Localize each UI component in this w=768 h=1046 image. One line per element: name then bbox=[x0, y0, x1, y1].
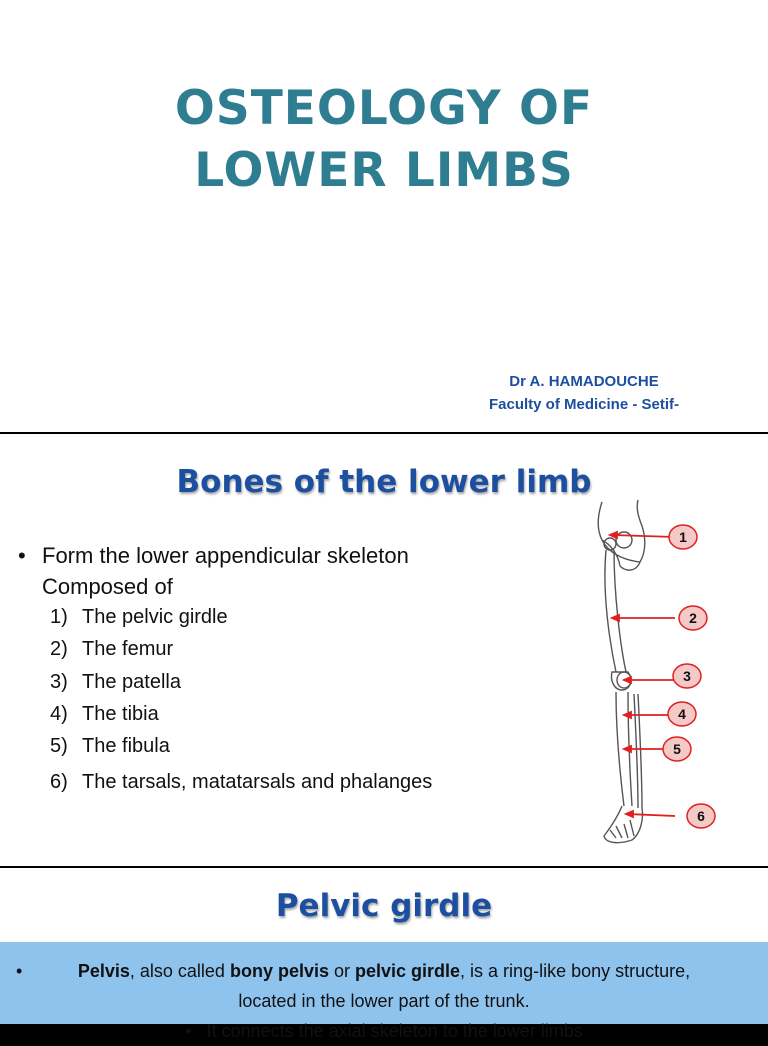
item-number: 6) bbox=[50, 771, 68, 793]
item-number: 1) bbox=[50, 606, 68, 628]
callout-2 bbox=[679, 606, 707, 630]
femoral-head bbox=[604, 538, 616, 550]
callout-6 bbox=[687, 804, 715, 828]
text-segment: , is a ring-like bony structure, bbox=[460, 961, 691, 981]
slide-title: Bones of the lower limb bbox=[176, 464, 592, 500]
fibula-bone bbox=[634, 694, 642, 808]
item-text: The tarsals, matatarsals and phalanges bbox=[82, 771, 433, 793]
callout-5 bbox=[663, 737, 691, 761]
item-text: The patella bbox=[82, 671, 181, 693]
connection-text: It connects the axial skeleton to the lower limbs bbox=[206, 1021, 583, 1041]
item-text: The pelvic girdle bbox=[82, 606, 228, 628]
bullet-dot: • bbox=[185, 1021, 192, 1041]
item-number: 4) bbox=[50, 703, 68, 725]
callout-labels bbox=[663, 525, 715, 828]
callout-label: 4 bbox=[678, 706, 686, 722]
list-item bbox=[50, 671, 181, 694]
intro-line-1: Form the lower appendicular skeleton bbox=[42, 543, 409, 568]
callout-label: 6 bbox=[697, 808, 705, 824]
callout-4 bbox=[668, 702, 696, 726]
list-item bbox=[50, 703, 159, 726]
pelvic-girdle-slide bbox=[0, 868, 768, 1041]
main-title bbox=[0, 78, 768, 202]
title-slide bbox=[0, 0, 768, 432]
author-affiliation: Faculty of Medicine - Setif- bbox=[488, 396, 680, 413]
list-item bbox=[50, 771, 432, 794]
bullet-dot: • bbox=[18, 543, 26, 568]
callout-label: 1 bbox=[679, 529, 687, 545]
list-item bbox=[50, 735, 170, 758]
callout-label: 2 bbox=[689, 610, 697, 626]
item-text: The femur bbox=[82, 638, 174, 660]
callout-1 bbox=[669, 525, 697, 549]
bullet-dot: • bbox=[16, 961, 23, 981]
main-title-line-2: LOWER LIMBS bbox=[194, 143, 574, 198]
item-text: The tibia bbox=[82, 703, 159, 725]
list-item bbox=[50, 606, 228, 629]
callout-3 bbox=[673, 664, 701, 688]
bones-slide bbox=[0, 434, 768, 866]
term-pelvis: Pelvis bbox=[77, 961, 130, 981]
intro-line-2: Composed of bbox=[42, 574, 173, 599]
slide-title: Pelvic girdle bbox=[275, 888, 493, 924]
term-bony-pelvis: bony pelvis bbox=[229, 961, 329, 981]
lower-limb-skeleton-figure bbox=[580, 494, 760, 854]
item-number: 2) bbox=[50, 638, 68, 660]
connection-bullet bbox=[0, 1016, 768, 1046]
item-number: 5) bbox=[50, 735, 68, 757]
content-box bbox=[0, 942, 768, 1041]
callout-label: 5 bbox=[673, 741, 681, 757]
main-title-line-1: OSTEOLOGY OF bbox=[174, 81, 594, 136]
term-pelvic-girdle: pelvic girdle bbox=[355, 961, 461, 981]
text-segment: or bbox=[328, 961, 355, 981]
callout-label: 3 bbox=[683, 668, 691, 684]
author-name: Dr A. HAMADOUCHE bbox=[509, 373, 659, 390]
definition-line-2: located in the lower part of the trunk. bbox=[238, 991, 530, 1011]
text-segment: , also called bbox=[129, 961, 230, 981]
list-item bbox=[50, 638, 173, 661]
item-text: The fibula bbox=[82, 735, 170, 757]
pelvis-definition bbox=[14, 956, 754, 1016]
item-number: 3) bbox=[50, 671, 68, 693]
foot-bones bbox=[604, 806, 643, 843]
